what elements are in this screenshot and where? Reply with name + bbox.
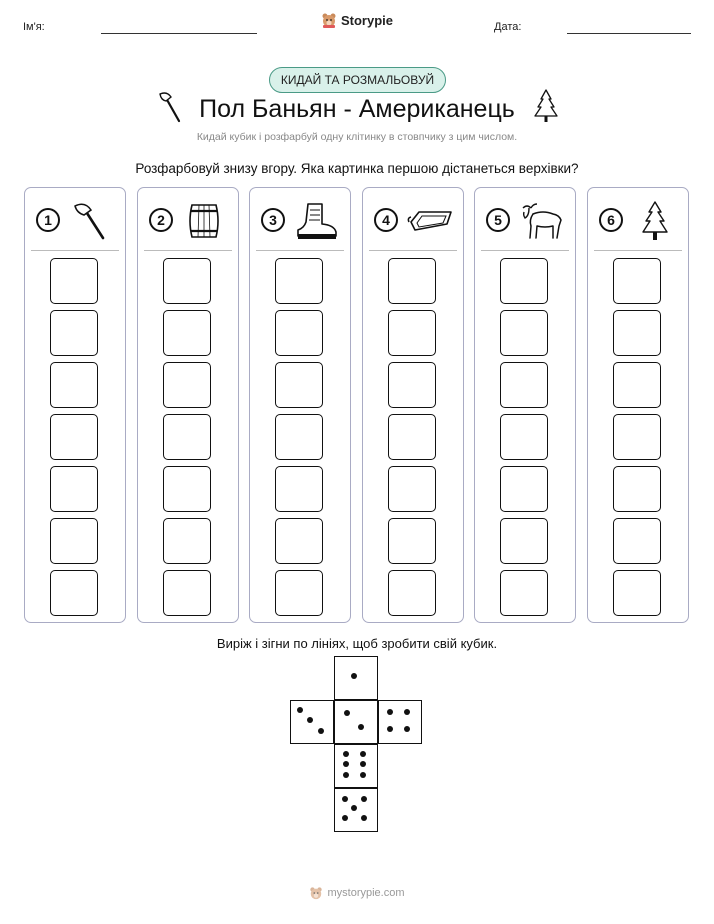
name-label: Ім'я: — [23, 21, 45, 33]
barrel-icon — [182, 200, 228, 242]
color-cell[interactable] — [613, 414, 661, 460]
color-cell[interactable] — [275, 518, 323, 564]
column-1 — [24, 187, 126, 623]
color-cell[interactable] — [613, 518, 661, 564]
color-cell[interactable] — [388, 362, 436, 408]
brand-name: Storypie — [340, 12, 393, 28]
color-cell[interactable] — [388, 258, 436, 304]
die-pip — [360, 751, 366, 757]
color-cell[interactable] — [163, 570, 211, 616]
column-divider — [31, 250, 119, 251]
column-number: 2 — [149, 208, 173, 232]
die-pip — [387, 726, 393, 732]
color-cell[interactable] — [275, 570, 323, 616]
die-pip — [343, 761, 349, 767]
color-cell[interactable] — [500, 258, 548, 304]
color-cell[interactable] — [613, 466, 661, 512]
color-cell[interactable] — [388, 414, 436, 460]
color-cell[interactable] — [500, 310, 548, 356]
brand-logo — [0, 12, 714, 28]
die-face-2 — [334, 700, 378, 744]
column-5 — [474, 187, 576, 623]
die-pip — [361, 796, 367, 802]
page-title: Пол Баньян - Американець — [199, 95, 515, 123]
cut-instruction: Виріж і зігни по лініях, щоб зробити свій кубик. — [216, 636, 498, 651]
color-cell[interactable] — [50, 258, 98, 304]
die-pip — [387, 709, 393, 715]
color-cell[interactable] — [50, 362, 98, 408]
activity-badge: КИДАЙ ТА РОЗМАЛЬОВУЙ — [269, 67, 446, 93]
column-divider — [144, 250, 232, 251]
color-cell[interactable] — [613, 362, 661, 408]
die-pip — [358, 724, 364, 730]
column-4 — [362, 187, 464, 623]
color-cell[interactable] — [613, 570, 661, 616]
die-pip — [343, 772, 349, 778]
color-cell[interactable] — [163, 466, 211, 512]
die-pip — [342, 796, 348, 802]
color-cell[interactable] — [50, 466, 98, 512]
color-cell[interactable] — [275, 258, 323, 304]
color-cell[interactable] — [275, 414, 323, 460]
boot-icon — [294, 200, 340, 242]
storypie-bear-icon — [321, 12, 337, 28]
color-cell[interactable] — [163, 310, 211, 356]
die-pip — [307, 717, 313, 723]
die-face-6 — [334, 744, 378, 788]
die-pip — [404, 709, 410, 715]
column-divider — [256, 250, 344, 251]
color-cell[interactable] — [50, 310, 98, 356]
column-number: 6 — [599, 208, 623, 232]
color-cell[interactable] — [163, 414, 211, 460]
die-pip — [361, 815, 367, 821]
die-pip — [343, 751, 349, 757]
color-cell[interactable] — [388, 518, 436, 564]
footer — [0, 886, 714, 900]
color-cell[interactable] — [163, 362, 211, 408]
die-pip — [342, 815, 348, 821]
color-cell[interactable] — [50, 570, 98, 616]
color-cell[interactable] — [388, 570, 436, 616]
die-pip — [297, 707, 303, 713]
column-3 — [249, 187, 351, 623]
die-pip — [351, 673, 357, 679]
color-cell[interactable] — [613, 258, 661, 304]
griddle-pan-icon — [407, 200, 453, 242]
color-cell[interactable] — [50, 414, 98, 460]
color-cell[interactable] — [500, 414, 548, 460]
column-number: 3 — [261, 208, 285, 232]
page-subtitle: Кидай кубик і розфарбуй одну клітинку в стовпчику з цим числом. — [196, 131, 518, 143]
column-6 — [587, 187, 689, 623]
date-line — [567, 33, 691, 34]
column-number: 5 — [486, 208, 510, 232]
column-divider — [594, 250, 682, 251]
die-pip — [351, 805, 357, 811]
pine-tree-icon — [533, 88, 559, 124]
die-face-4 — [378, 700, 422, 744]
column-2 — [137, 187, 239, 623]
die-pip — [360, 772, 366, 778]
ox-icon — [519, 200, 565, 242]
color-cell[interactable] — [275, 466, 323, 512]
axe-icon — [69, 200, 115, 242]
die-face-5 — [334, 788, 378, 832]
column-number: 1 — [36, 208, 60, 232]
color-cell[interactable] — [613, 310, 661, 356]
color-cell[interactable] — [163, 518, 211, 564]
color-cell[interactable] — [275, 310, 323, 356]
color-cell[interactable] — [163, 258, 211, 304]
color-cell[interactable] — [500, 518, 548, 564]
die-pip — [344, 710, 350, 716]
die-face-1 — [334, 656, 378, 700]
pine-tree-icon — [632, 200, 678, 242]
column-number: 4 — [374, 208, 398, 232]
die-pip — [360, 761, 366, 767]
date-label: Дата: — [494, 21, 522, 33]
color-cell[interactable] — [50, 518, 98, 564]
color-cell[interactable] — [500, 362, 548, 408]
column-divider — [369, 250, 457, 251]
die-face-3 — [290, 700, 334, 744]
color-cell[interactable] — [500, 466, 548, 512]
color-cell[interactable] — [388, 466, 436, 512]
color-cell[interactable] — [388, 310, 436, 356]
coloring-instruction: Розфарбовуй знизу вгору. Яка картинка першою дістанеться верхівки? — [135, 161, 579, 176]
color-cell[interactable] — [275, 362, 323, 408]
color-cell[interactable] — [500, 570, 548, 616]
storypie-bear-icon — [309, 886, 323, 900]
column-divider — [481, 250, 569, 251]
die-pip — [318, 728, 324, 734]
name-line — [101, 33, 257, 34]
footer-url[interactable]: mystorypie.com — [327, 887, 405, 899]
die-pip — [404, 726, 410, 732]
